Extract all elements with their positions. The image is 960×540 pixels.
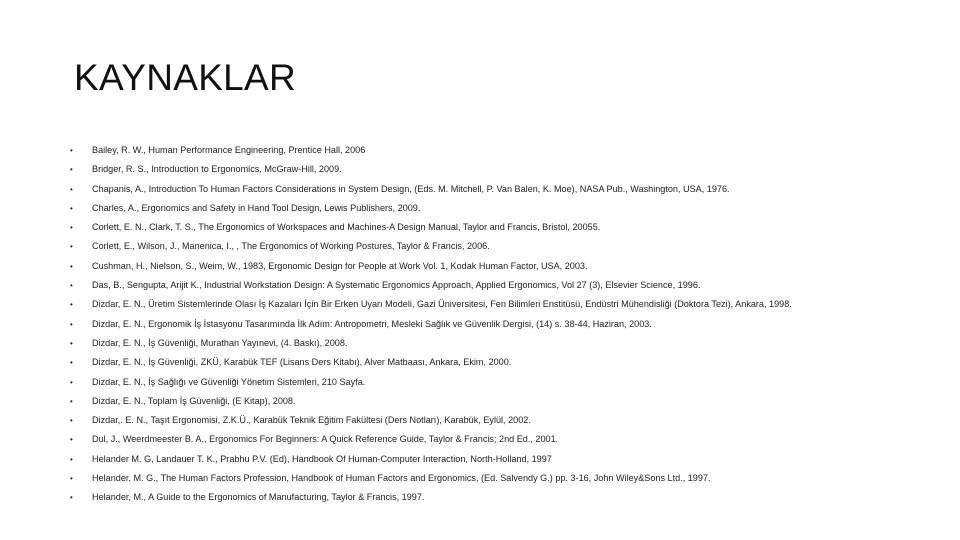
reference-item xyxy=(70,392,950,411)
reference-text: Helander, M., A Guide to the Ergonomics of Manufacturing, Taylor & Francis, 1997. xyxy=(92,492,425,503)
reference-item xyxy=(70,373,950,392)
bullet-icon: • xyxy=(70,377,73,387)
reference-text: Bridger, R. S., Introduction to Ergonomics, McGraw-Hill, 2009. xyxy=(92,164,342,175)
reference-item xyxy=(70,180,950,199)
reference-item xyxy=(70,218,950,237)
reference-item xyxy=(70,199,950,218)
reference-text: Corlett, E., Wilson, J., Manenica, I., , The Ergonomics of Working Postures, Taylor & Francis, 2006. xyxy=(92,241,490,252)
reference-text: Dizdar, E. N., Toplam İş Güvenliği, (E Kitap), 2008. xyxy=(92,395,296,406)
bullet-icon: • xyxy=(70,281,73,291)
bullet-icon: • xyxy=(70,165,73,175)
reference-text: Charles, A., Ergonomics and Safety in Hand Tool Design, Lewis Publishers, 2009. xyxy=(92,202,421,213)
bullet-icon: • xyxy=(70,300,73,310)
reference-item xyxy=(70,160,950,179)
reference-text: Dizdar,. E. N., Taşıt Ergonomisi, Z.K.Ü., Karabük Teknik Eğitim Fakültesi (Ders Notları), Karabük, Eylül, 2002. xyxy=(92,415,531,426)
bullet-icon: • xyxy=(70,146,73,155)
reference-text: Dizdar, E. N., İş Sağlığı ve Güvenliği Yönetim Sistemleri, 210 Sayfa. xyxy=(92,376,366,387)
reference-item xyxy=(70,334,950,353)
reference-text: Dizdar, E. N., Ergonomik İş İstasyonu Tasarımında İlk Adım: Antropometri, Mesleki Sağlık ve Güvenlik Dergisi, (14) s. 38-44, Haziran, 2003. xyxy=(92,318,652,329)
slide-title: KAYNAKLAR xyxy=(74,57,297,98)
reference-item xyxy=(70,315,950,334)
bullet-icon: • xyxy=(70,319,73,329)
reference-text: Das, B., Sengupta, Arijit K., Industrial Workstation Design: A Systematic Ergonomics Approach, Applied Ergonomics, Vol 27 (3), Elsevier Science, 1996. xyxy=(92,280,701,291)
bullet-icon: • xyxy=(70,338,73,348)
reference-text: Dul, J., Weerdmeester B. A., Ergonomics For Beginners: A Quick Reference Guide, Taylor & Francis; 2nd Ed., 2001. xyxy=(92,434,559,445)
reference-text: Helander M. G, Landauer T. K., Prabhu P.V. (Ed), Handbook Of Human-Computer Interaction, North-Holland, 1997 xyxy=(92,453,552,464)
reference-text: Helander, M. G., The Human Factors Profession, Handbook of Human Factors and Ergonomics, (Ed. Salvendy G.) pp. 3-16, John Wiley&Sons Ltd., 1997. xyxy=(92,473,711,484)
bullet-icon: • xyxy=(70,184,73,194)
bullet-icon: • xyxy=(70,358,73,368)
reference-item xyxy=(70,488,950,507)
reference-item xyxy=(70,276,950,295)
reference-item xyxy=(70,295,950,314)
bullet-icon: • xyxy=(70,493,73,503)
reference-item xyxy=(70,411,950,430)
bullet-icon: • xyxy=(70,454,73,464)
reference-text: Corlett, E. N., Clark, T. S., The Ergonomics of Workspaces and Machines-A Design Manual, Taylor and Francis, Bristol, 20055. xyxy=(92,222,601,233)
bullet-icon: • xyxy=(70,474,73,484)
reference-text: Bailey, R. W., Human Performance Engineering, Prentice Hall, 2006 xyxy=(92,145,366,155)
reference-text: Dizdar, E. N., Üretim Sistemlerinde Olası İş Kazaları İçin Bir Erken Uyarı Modeli, Gazi Üniversitesi, Fen Bilimleri Enstitüsü, Endüstri Mühendisliği (Doktora Tezi), Ankara, 1998. xyxy=(92,299,792,310)
bullet-icon: • xyxy=(70,223,73,233)
reference-text: Dizdar, E. N., İş Güvenliği, Murathan Yayınevi, (4. Baskı), 2008. xyxy=(92,337,348,348)
bullet-icon: • xyxy=(70,396,73,406)
reference-list xyxy=(70,141,950,508)
bullet-icon: • xyxy=(70,435,73,445)
reference-item xyxy=(70,257,950,276)
bullet-icon: • xyxy=(70,261,73,271)
reference-item xyxy=(70,469,950,488)
reference-item xyxy=(70,353,950,372)
reference-text: Dizdar, E. N., İş Güvenliği, ZKÜ, Karabük TEF (Lisans Ders Kitabı), Alver Matbaası, Ankara, Ekim, 2000. xyxy=(92,357,512,368)
reference-item xyxy=(70,430,950,449)
reference-item xyxy=(70,141,950,160)
reference-item xyxy=(70,450,950,469)
bullet-icon: • xyxy=(70,416,73,426)
reference-text: Cushman, H., Nielson, S., Weim, W., 1983, Ergonomic Design for People at Work Vol. 1, Kodak Human Factor, USA, 2003. xyxy=(92,260,588,271)
reference-item xyxy=(70,237,950,256)
bullet-icon: • xyxy=(70,242,73,252)
bullet-icon: • xyxy=(70,203,73,213)
reference-text: Chapanis, A., Introduction To Human Factors Considerations in System Design, (Eds. M. Mitchell, P. Van Balen, K. Moe), NASA Pub., Washington, USA, 1976. xyxy=(92,183,730,194)
